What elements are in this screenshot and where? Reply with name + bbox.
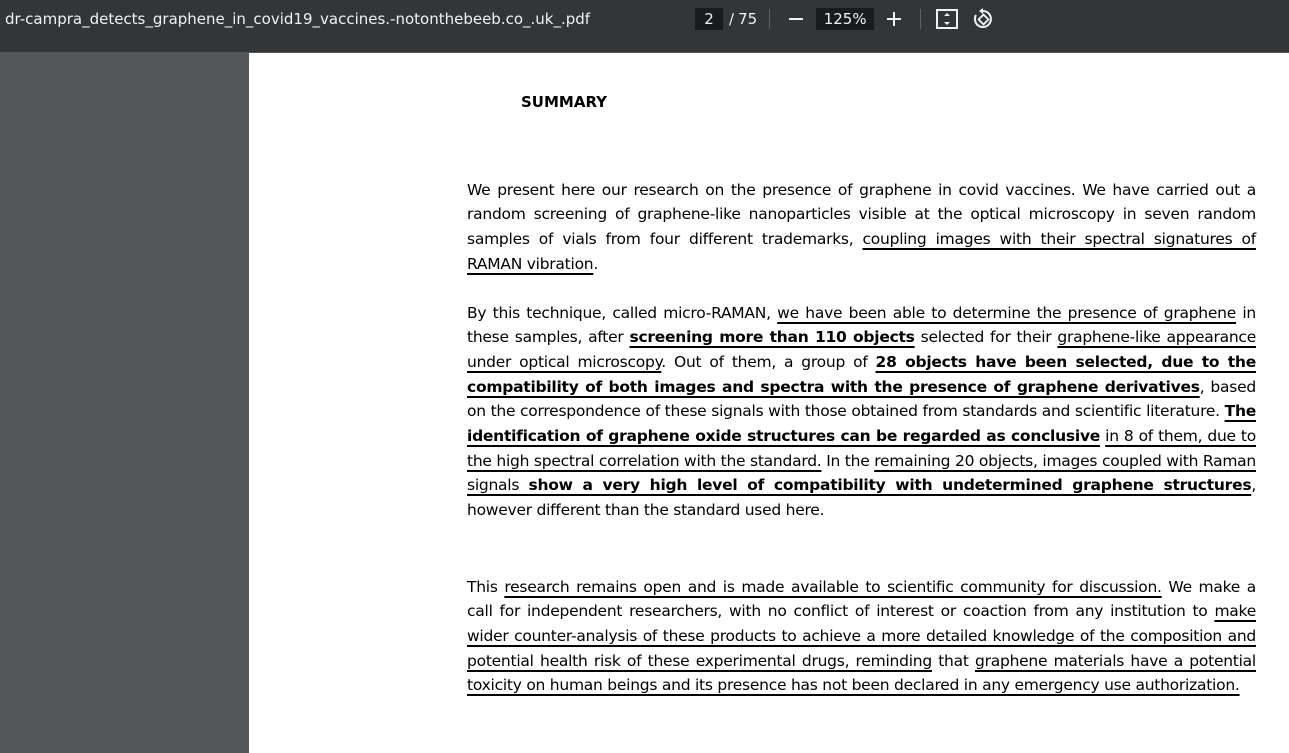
text-span: , based on the correspondence of these signals with those obtained from standards and scientific literature.	[467, 377, 1256, 421]
underlined-text: graphene-like appearance under optical microscopy	[467, 328, 1256, 371]
rotate-icon	[972, 8, 994, 30]
toolbar-divider	[920, 9, 921, 29]
fit-to-page-button[interactable]	[933, 5, 961, 33]
text-span: By this technique, called micro-RAMAN,	[467, 303, 778, 322]
text-span: .	[593, 254, 599, 273]
summary-paragraph-3	[467, 575, 1256, 699]
text-span: We make a call for independent researchers, with no conflict of interest or coaction from any institution to	[467, 577, 1256, 621]
plus-icon	[886, 11, 902, 27]
underlined-text: research remains open and is made available to scientific community for discussion.	[504, 577, 1162, 596]
bold-underlined-text: show a very high level of compatibility with undetermined graphene structures	[528, 476, 1252, 495]
toolbar-divider	[769, 9, 770, 29]
text-span: that	[931, 651, 976, 670]
text-span: This	[467, 577, 505, 596]
bold-underlined-text: 28 objects have been selected, due to the compatibility of both images and spectra with the presence of graphene derivatives	[467, 352, 1256, 396]
bold-underlined-text: screening more than 110 objects	[629, 328, 915, 347]
document-title: dr-campra_detects_graphene_in_covid19_vaccines.-notonthebeeb.co_.uk_.pdf	[5, 10, 591, 28]
underlined-text: remaining 20 objects, images coupled with Raman signals	[467, 451, 1256, 495]
zoom-in-button[interactable]	[880, 5, 908, 33]
fit-page-icon	[936, 9, 958, 29]
summary-paragraph-2	[467, 301, 1256, 523]
pdf-toolbar	[0, 0, 1289, 38]
text-span: in these samples, after	[467, 303, 1257, 347]
summary-paragraph-1	[467, 178, 1256, 277]
pdf-page	[249, 53, 1289, 753]
text-span: , however different than the standard used here.	[467, 476, 1256, 520]
text-span: . Out of them, a group of	[661, 352, 876, 371]
text-span: selected for their	[914, 328, 1058, 347]
toolbar-bottom	[0, 38, 1289, 52]
underlined-text: in 8 of them, due to the high spectral correlation with the standard.	[467, 427, 1256, 470]
rotate-button[interactable]	[969, 5, 997, 33]
total-pages: 75	[738, 10, 758, 28]
text-span: In the	[821, 451, 875, 470]
zoom-out-button[interactable]	[782, 5, 810, 33]
underlined-text: graphene materials have a potential toxicity on human beings and its presence has not been declared in any emergency use authorization.	[467, 651, 1256, 695]
underlined-text: we have been able to determine the presence of graphene	[777, 303, 1237, 322]
page-number-input[interactable]	[695, 8, 723, 30]
bold-underlined-text: The identification of graphene oxide structures can be regarded as conclusive	[467, 402, 1256, 446]
minus-icon	[788, 11, 804, 27]
page-navigation	[695, 8, 757, 30]
section-heading: SUMMARY	[521, 93, 608, 111]
text-span: We present here our research on the presence of graphene in covid vaccines. We have carried out a random screening of graphene-like nanoparticles visible at the optical microscopy in seven random samples of vials from four different trademarks,	[467, 180, 1256, 248]
underlined-text: coupling images with their spectral signatures of RAMAN vibration	[467, 229, 1256, 273]
underlined-text: make wider counter-analysis of these products to achieve a more detailed knowledge of the composition and potential health risk of these experimental drugs, reminding	[467, 602, 1256, 670]
page-separator: /	[729, 10, 735, 28]
zoom-input[interactable]	[816, 8, 874, 30]
